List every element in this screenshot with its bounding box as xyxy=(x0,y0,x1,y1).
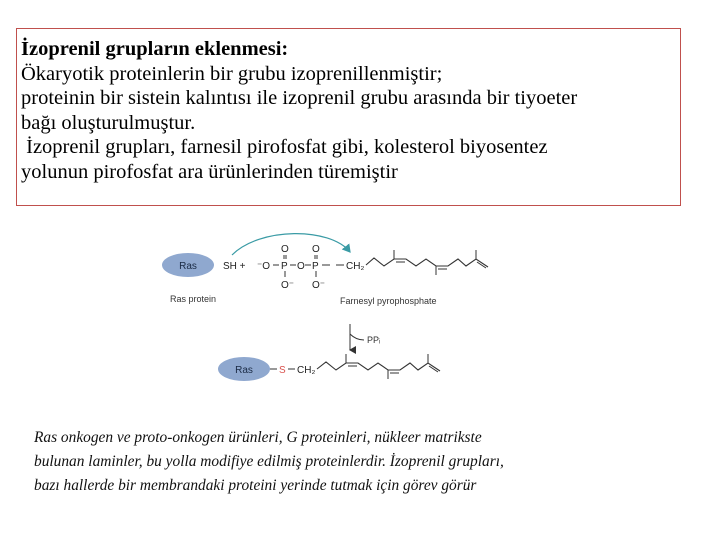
caption-line: Ras onkogen ve proto-onkogen ürünleri, G proteinleri, nükleer matrikste xyxy=(34,429,482,446)
ras-label-bottom: Ras xyxy=(235,365,253,376)
body-line: proteinin bir sistein kalıntısı ile izoprenil grubu arasında bir tiyoeter xyxy=(21,87,578,109)
bridge-oxygen: O xyxy=(297,261,305,272)
sulfur-label: S xyxy=(279,365,286,376)
oxygen-bottom-1: O⁻ xyxy=(281,280,295,291)
phosphorus-1: P xyxy=(281,261,288,272)
attack-arrow xyxy=(232,234,350,255)
caption-line: bazı hallerde bir membrandaki proteini yerinde tutmak için görev görür xyxy=(34,477,477,494)
sh-label: SH + xyxy=(223,261,246,272)
o-minus-left: ⁻O xyxy=(257,261,271,272)
body-line: bağı oluşturulmuştur. xyxy=(21,111,196,134)
phosphorus-2: P xyxy=(312,261,319,272)
farnesyl-chain-top xyxy=(366,258,488,267)
farnesyl-chain-bottom xyxy=(317,362,440,371)
ppi-release-arrow xyxy=(350,334,364,340)
section-title: İzoprenil grupların eklenmesi: xyxy=(21,38,289,60)
oxygen-top-2: O xyxy=(312,244,320,255)
ch2-top: CH₂ xyxy=(346,261,365,272)
ch2-bottom: CH₂ xyxy=(297,365,316,376)
body-line: yolunun pirofosfat ara ürünlerinden türemiştir xyxy=(21,160,398,183)
caption-line: bulunan laminler, bu yolla modifiye edilmiş proteinlerdir. İzoprenil grupları, xyxy=(34,453,504,470)
oxygen-bottom-2: O⁻ xyxy=(312,280,326,291)
farnesyl-pyrophosphate-label: Farnesyl pyrophosphate xyxy=(340,296,437,306)
ras-label-top: Ras xyxy=(179,261,197,272)
body-line: İzoprenil grupları, farnesil pirofosfat gibi, kolesterol biyosentez xyxy=(21,136,548,158)
oxygen-top-1: O xyxy=(281,244,289,255)
ras-protein-label: Ras protein xyxy=(170,294,217,304)
figure-caption xyxy=(34,426,674,498)
body-line: Ökaryotik proteinlerin bir grubu izoprenillenmiştir; xyxy=(21,62,443,85)
farnesylation-reaction-diagram xyxy=(160,222,500,397)
ppi-label: PPᵢ xyxy=(367,335,381,345)
definition-textbox xyxy=(16,28,681,206)
